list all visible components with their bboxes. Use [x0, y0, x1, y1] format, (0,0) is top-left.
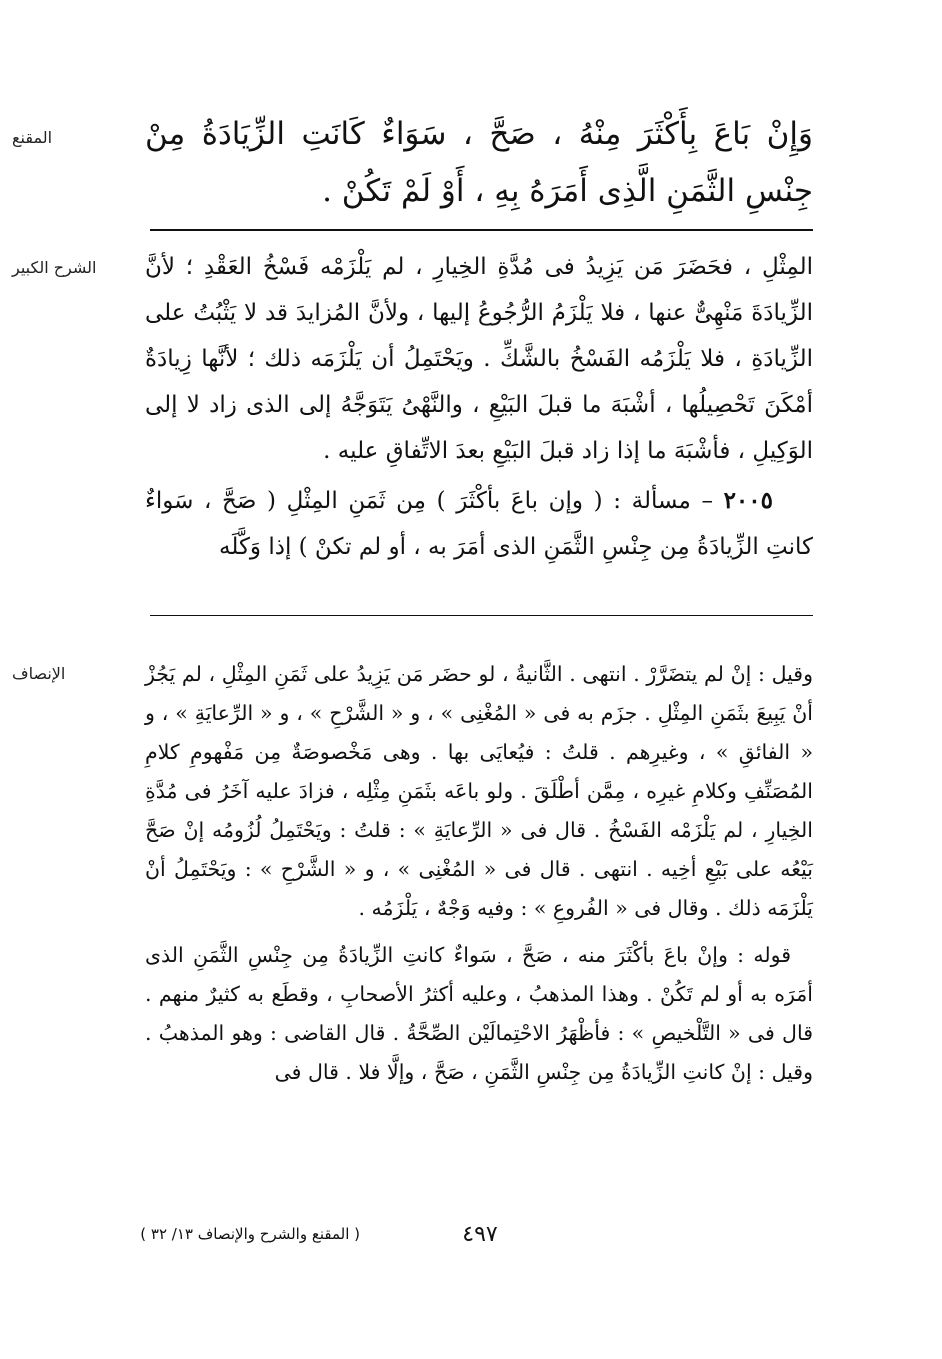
sharh-paragraph: المِثْلِ ، فحَضَرَ مَن يَزِيدُ فى مُدَّةِ الخِيارِ ، لم يَلْزَمْه فَسْخُ العَقْدِ ؛ لأنَّ الزِّيادَةَ مَنْهِىٌّ عنها ، فلا يَلْزَمُ الرُّجُوعُ إليها ، ولأنَّ المُزايدَ قد لا يَثْبُتُ على الزِّيادَةِ ، فلا يَلْزَمُه الفَسْخُ بالشَّكِّ . ويَحْتَمِلُ أن يَلْزَمَه ذلك ؛ لأنَّها زِيادَةٌ أمْكَنَ تَحْصِيلُها ، أشْبَهَ ما قبلَ البَيْعِ ، والنَّهْىُ يَتَوَجَّهُ إلى الذى زاد لا إلى الوَكِيلِ ، فأشْبَهَ ما إذا زاد قبلَ البَيْعِ بعدَ الاتِّفاقِ عليه . [145, 254, 813, 464]
insaf-text-block [145, 655, 813, 1092]
masala-paragraph [145, 478, 813, 570]
label-sharh: الشرح الكبير [12, 258, 97, 277]
label-insaf: الإنصاف [12, 664, 66, 683]
page-reference: ( المقنع والشرح والإنصاف ١٣/ ٣٢ ) [140, 1225, 360, 1243]
insaf-paragraph-1: وقيل : إنْ لم يتضَرَّرْ . انتهى . الثَّانيةُ ، لو حضَر مَن يَزِيدُ على ثَمَنِ المِثْلِ ، لم يَجُزْ أنْ يَبِيعَ بثَمَنِ المِثْلِ . جزَم به فى « المُغْنِى » ، و « الشَّرْحِ » ، و « الرِّعايَةِ » ، و « الفائقِ » ، وغيرِهم . قلتُ : فيُعايَى بها . وهى مَخْصوصَةٌ مِن مَفْهومِ كلامِ المُصَنِّفِ وكلامِ غيرِه ، مِمَّن أطْلَقَ . ولو باعَه بثَمَنِ مِثْلِه ، فزادَ عليه آخَرُ فى مُدَّةِ الخِيارِ ، لم يَلْزَمْه الفَسْخُ . قال فى « الرِّعايَةِ » : قلتُ : ويَحْتَمِلُ لُزُومُه إنْ صَحَّ بَيْعُه على بَيْعِ أخِيه . انتهى . قال فى « المُغْنِى » ، و « الشَّرْحِ » : ويَحْتَمِلُ أنْ يَلْزَمَه ذلك . وقال فى « الفُروعِ » : وفيه وَجْهٌ ، يَلْزَمُه . [145, 662, 813, 920]
masala-number: ٢٠٠٥ [723, 487, 773, 514]
sharh-text-block [145, 244, 813, 570]
label-muqni: المقنع [12, 128, 53, 147]
section-divider-top [150, 229, 813, 231]
section-divider-bottom [150, 615, 813, 616]
page-number: ٤٩٧ [462, 1222, 498, 1247]
muqni-text-block [145, 106, 813, 220]
masala-text: – مسألة : ( وإن باعَ بأكْثَرَ ) مِن ثَمَنِ المِثْلِ ( صَحَّ ، سَواءٌ كانتِ الزِّيادَةُ مِن جِنْسِ الثَّمَنِ الذى أمَرَ به ، أو لم تكنْ ) إذا وَكَّلَه [145, 488, 813, 560]
insaf-paragraph-2: قوله : وإنْ باعَ بأكْثَرَ منه ، صَحَّ ، سَواءٌ كانتِ الزِّيادَةُ مِن جِنْسِ الثَّمَنِ الذى أمَرَه به أو لم تَكُنْ . وهذا المذهبُ ، وعليه أكثرُ الأصحابِ ، وقطَع به كثيرٌ منهم . قال فى « التَّلْخيصِ » : فأظْهَرُ الاحْتِمالَيْن الصِّحَّةُ . قال القاضى : وهو المذهبُ . وقيل : إنْ كانتِ الزِّيادَةُ مِن جِنْسِ الثَّمَنِ ، صَحَّ ، وإلَّا فلا . قال فى [145, 943, 813, 1084]
muqni-paragraph: وَإِنْ بَاعَ بِأَكْثَرَ مِنْهُ ، صَحَّ ، سَوَاءٌ كَانَتِ الزِّيَادَةُ مِنْ جِنْسِ الثَّمَنِ الَّذِى أَمَرَهُ بِهِ ، أَوْ لَمْ تَكُنْ . [145, 116, 813, 209]
